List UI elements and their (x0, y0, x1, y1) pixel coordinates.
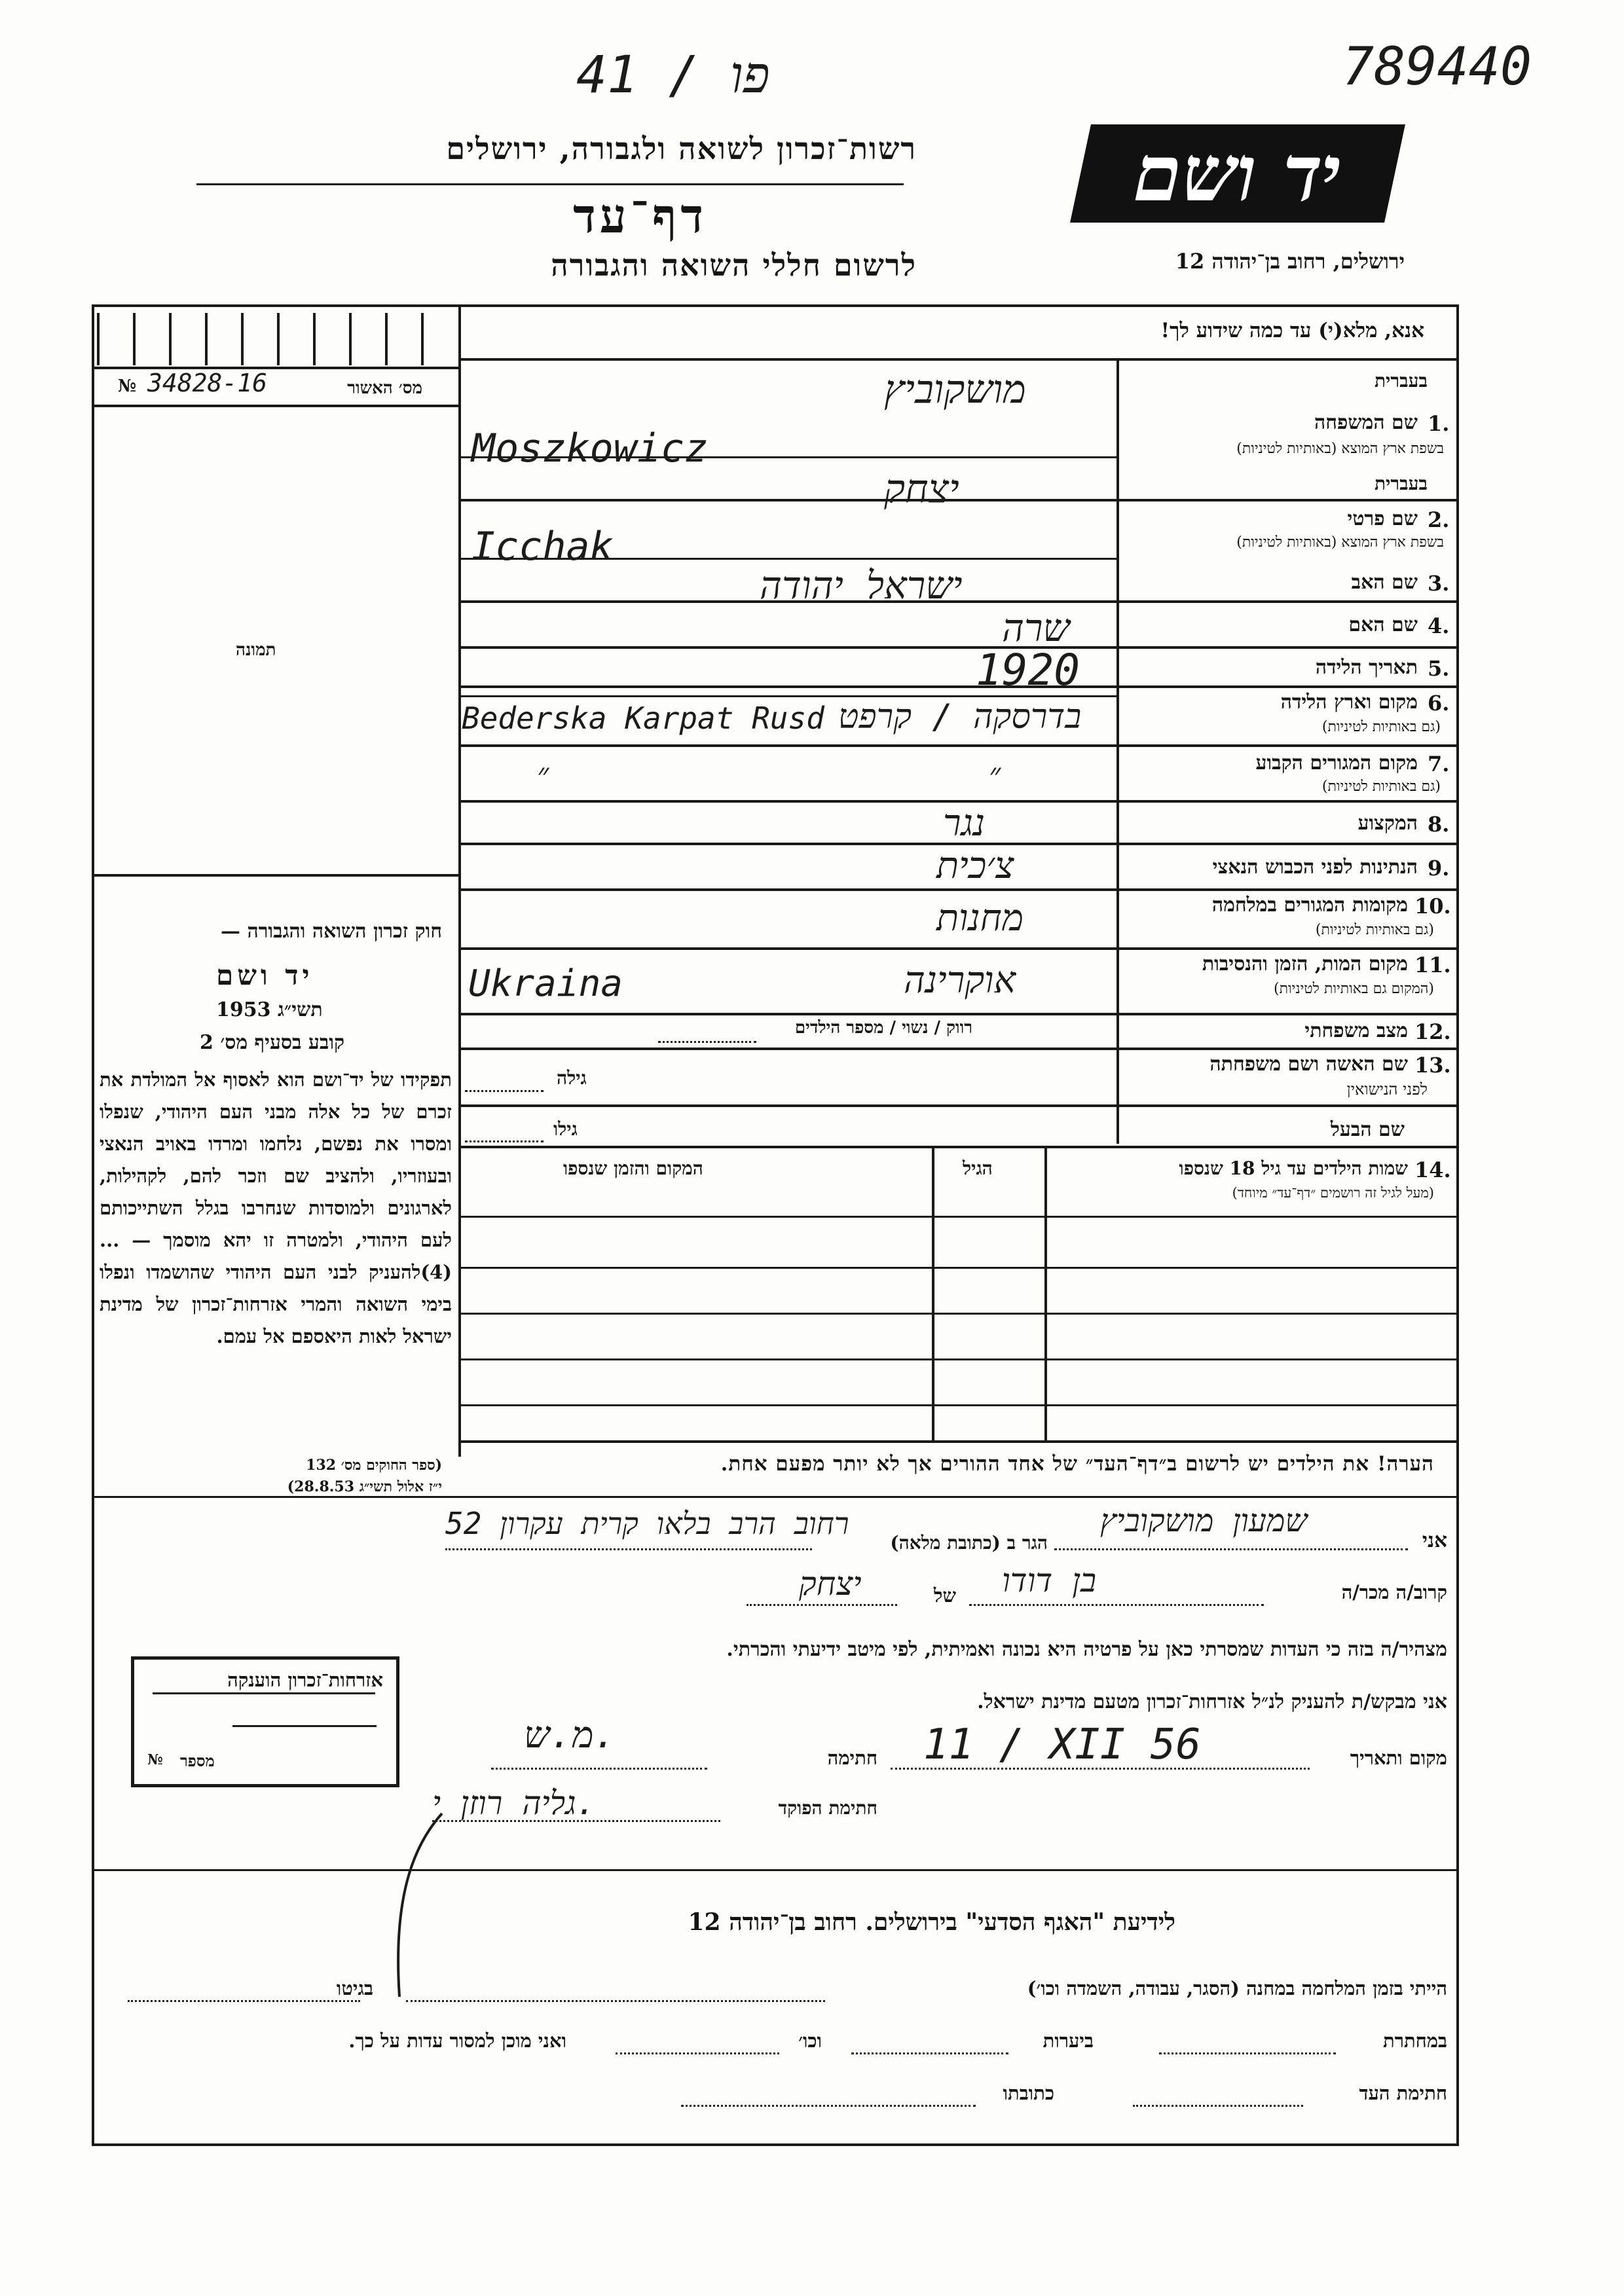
field-3-label: שם האב (1351, 571, 1418, 594)
photo-label: תמונה (236, 640, 276, 660)
date-value[interactable]: 11 / XII 56 (923, 1721, 1201, 1769)
bottom-line2-end: ואני מוכן למסור עדות על כך. (348, 2030, 566, 2052)
field-1-sub: בשפת ארץ המוצא (באותיות לטיניות) (1236, 441, 1444, 457)
field-14-label: שמות הילדים עד גיל 18 שנספו (1179, 1157, 1408, 1179)
law-name: יד ושם (216, 959, 314, 991)
residence-ditto-left[interactable]: ״ (537, 756, 549, 793)
bottom-line1-end: בגיטו (336, 1977, 373, 1999)
left-column-divider (458, 304, 461, 1457)
field-2-number: 2. (1428, 507, 1450, 532)
intro-text: אנא, מלא(י) עד כמה שידוע לך! (1160, 319, 1424, 342)
law-source-2: י״ז אלול תשי״ג 28.8.53) (287, 1478, 442, 1495)
bottom-title: לידיעת "האגף הסדעי" בירושלים. רחוב בן־יהודה 12 (688, 1908, 1175, 1936)
firstname-latin[interactable]: Icchak (471, 524, 614, 570)
mother-name[interactable]: שרה (1002, 606, 1070, 650)
field-1-lang-label: בעברית (1374, 370, 1428, 392)
field-2-lang-label: בעברית (1374, 473, 1428, 494)
field-13-number: 13. (1414, 1053, 1451, 1078)
field-7-number: 7. (1428, 752, 1450, 776)
husband-age-label: גילו (553, 1118, 578, 1140)
bottom-line1: הייתי בזמן המלחמה במחנה (הסגר, עבודה, השמדה וכו׳) (1027, 1977, 1447, 1999)
field-12-number: 12. (1414, 1019, 1451, 1044)
relation-of-name[interactable]: יצחק (799, 1565, 862, 1603)
surname-latin[interactable]: Moszkowicz (471, 426, 709, 471)
decl-ani: אני (1422, 1529, 1447, 1552)
surname-hebrew[interactable]: מושקוביץ (884, 367, 1026, 412)
org-line: רשות־זכרון לשואה ולגבורה, ירושלים (446, 131, 917, 166)
law-title: חוק זכרון השואה והגבורה — (221, 920, 442, 943)
form-title: דף־עד (573, 188, 707, 244)
label-column-divider (1116, 358, 1119, 1144)
top-left-annotation: 41 / פו (576, 46, 770, 105)
decl-of-label: של (933, 1584, 956, 1607)
birth-date[interactable]: 1920 (976, 645, 1080, 695)
occupation[interactable]: נגר (943, 802, 986, 845)
field-1-number: 1. (1428, 411, 1450, 436)
law-text: תפקידו של יד־ושם הוא לאסוף אל המולדת את זכרם של כל אלה מבני העם היהודי, שנפלו ומסרו את נפשם, נלחמו ומרדו באויב הנאצי ובעוזריו, ולהציב שם וזכר להם, לקהילות, לארגונים ולמוסדות שנחרבו בגלל השתייכותם לעם היהודי, ולמטרה זו יהא מוסמך — ...(4)להעניק לבני העם היהודי שהושמדו ונפלו בימי השואה והמרי אזרחות־זכרון של מדינת ישראל לאות היאספם אל עמם. (100, 1068, 452, 1347)
decl-statement: מצהיר/ה בזה כי העדות שמסרתי כאן על פרטיה היא נכונה ואמיתית, לפי מיטב ידיעתי והכרתי. (726, 1638, 1447, 1661)
field-13-label: שם האשה ושם משפחתה (1209, 1053, 1408, 1076)
field-8-label: המקצוע (1357, 812, 1418, 835)
marital-options: רווק / נשוי / מספר הילדים (794, 1018, 972, 1038)
decl-lives-in: הגר ב (כתובת מלאה) (890, 1532, 1048, 1554)
bottom-witness-signature: חתימת העד (1359, 2082, 1447, 2104)
firstname-hebrew[interactable]: יצחק (884, 466, 959, 512)
field-8-number: 8. (1428, 812, 1450, 837)
witness-signature[interactable]: מ.ש. (524, 1714, 616, 1757)
husband-label: שם הבעל (1330, 1118, 1405, 1141)
form-subtitle: לרשום חללי השואה והגבורה (551, 247, 917, 283)
death-place-latin[interactable]: Ukraina (468, 962, 623, 1005)
field-2-sub: בשפת ארץ המוצא (באותיות לטיניות) (1236, 534, 1444, 551)
nationality[interactable]: צ׳כית (936, 845, 1014, 887)
residence-ditto-right[interactable]: ״ (989, 756, 1001, 793)
yad-vashem-logo: יד ושם (1070, 124, 1405, 223)
field-6-number: 6. (1428, 691, 1450, 716)
citizenship-number-label: מספר (180, 1751, 215, 1770)
cert-prefix: № (118, 376, 137, 396)
field-9-label: הנתינות לפני הכבוש הנאצי (1212, 856, 1418, 879)
decl-relative-label: קרוב/ה מכר/ה (1341, 1581, 1447, 1603)
officer-label: חתימת הפוקד (778, 1797, 877, 1819)
note-text: הערה! את הילדים יש לרשום ב״דף־העד״ של אחד ההורים אך לא יותר מפעם אחת. (720, 1452, 1434, 1476)
witness-name[interactable]: שמעון מושקוביץ (1100, 1503, 1308, 1539)
field-1-label: שם המשפחה (1314, 411, 1418, 434)
wife-age-label: גילה (557, 1067, 587, 1089)
citizenship-box (131, 1656, 399, 1787)
field-7-label: מקום המגורים הקבוע (1255, 752, 1418, 774)
officer-signature[interactable]: גליה רוזן י. (432, 1784, 596, 1822)
field-6-label: מקום וארץ הלידה (1280, 691, 1418, 714)
field-13-sub: לפני הנישואין (1346, 1080, 1428, 1099)
law-year: תשי״ג 1953 (216, 998, 323, 1021)
field-6-sub: (גם באותיות לטיניות) (1321, 719, 1441, 735)
field-2-label: שם פרטי (1347, 507, 1418, 530)
decl-request: אני מבקש/ת להעניק לנ״ל אזרחות־זכרון מטעם מדינת ישראל. (977, 1690, 1447, 1713)
cert-label: מס׳ האשור (347, 378, 422, 398)
field-11-number: 11. (1414, 953, 1451, 977)
field-5-label: תאריך הלידה (1315, 656, 1418, 679)
death-place-hebrew[interactable]: אוקרינה (904, 959, 1016, 1002)
place-date-label: מקום ותאריך (1350, 1747, 1447, 1769)
citizenship-title: אזרחות־זכרון הוענקה (227, 1669, 383, 1691)
bottom-mahteret: במחתרת (1383, 2030, 1447, 2052)
bottom-yearot: ביערות (1043, 2030, 1094, 2052)
col-place-header: המקום והזמן שנספו (563, 1157, 703, 1179)
tick-boxes (97, 313, 451, 365)
field-11-sub: (המקום גם באותיות לטיניות) (1274, 981, 1434, 997)
field-4-label: שם האם (1348, 613, 1418, 636)
law-section: קובע בסעיף מס׳ 2 (200, 1031, 345, 1054)
bottom-etc: וכו׳ (798, 2030, 822, 2052)
field-5-number: 5. (1428, 656, 1450, 681)
archive-number: 789440 (1342, 36, 1532, 97)
field-3-number: 3. (1428, 571, 1450, 596)
field-10-sub: (גם באותיות לטיניות) (1315, 922, 1434, 938)
father-name[interactable]: ישראל יהודה (760, 563, 963, 608)
citizenship-no-mark: № (147, 1751, 163, 1768)
field-9-number: 9. (1428, 856, 1450, 881)
field-7-sub: (גם באותיות לטיניות) (1321, 778, 1441, 795)
header-address: ירושלים, רחוב בן־יהודה 12 (1175, 249, 1405, 274)
header-rule (196, 183, 904, 185)
field-12-label: מצב משפחתי (1304, 1019, 1408, 1042)
law-source-1: (ספר החוקים מס׳ 132 (306, 1457, 442, 1474)
field-4-number: 4. (1428, 613, 1450, 638)
field-10-number: 10. (1414, 894, 1451, 919)
cert-number: 34828-16 (147, 369, 268, 397)
birthplace-latin[interactable]: Bederska Karpat Rusd (462, 701, 824, 736)
signature-label: חתימה (827, 1747, 877, 1769)
field-10-label: מקומות המגורים במלחמה (1211, 894, 1408, 917)
birthplace-hebrew[interactable]: בדרסקה / קרפט (838, 697, 1082, 737)
bottom-address: כתובתו (1003, 2082, 1054, 2104)
relation-value[interactable]: בן דודו (1002, 1561, 1097, 1599)
col-age-header: הגיל (963, 1157, 993, 1179)
wartime-residence[interactable]: מחנות (936, 897, 1024, 939)
field-11-label: מקום המות, הזמן והנסיבות (1202, 953, 1408, 975)
officer-signature-tail (367, 1807, 458, 2003)
field-14-sub: (מעל לגיל זה רושמים ״דף־עד״ מיוחד) (1232, 1185, 1434, 1201)
field-14-number: 14. (1414, 1157, 1451, 1182)
witness-address[interactable]: רחוב הרב בלאו קרית עקרון 52 (445, 1506, 849, 1541)
